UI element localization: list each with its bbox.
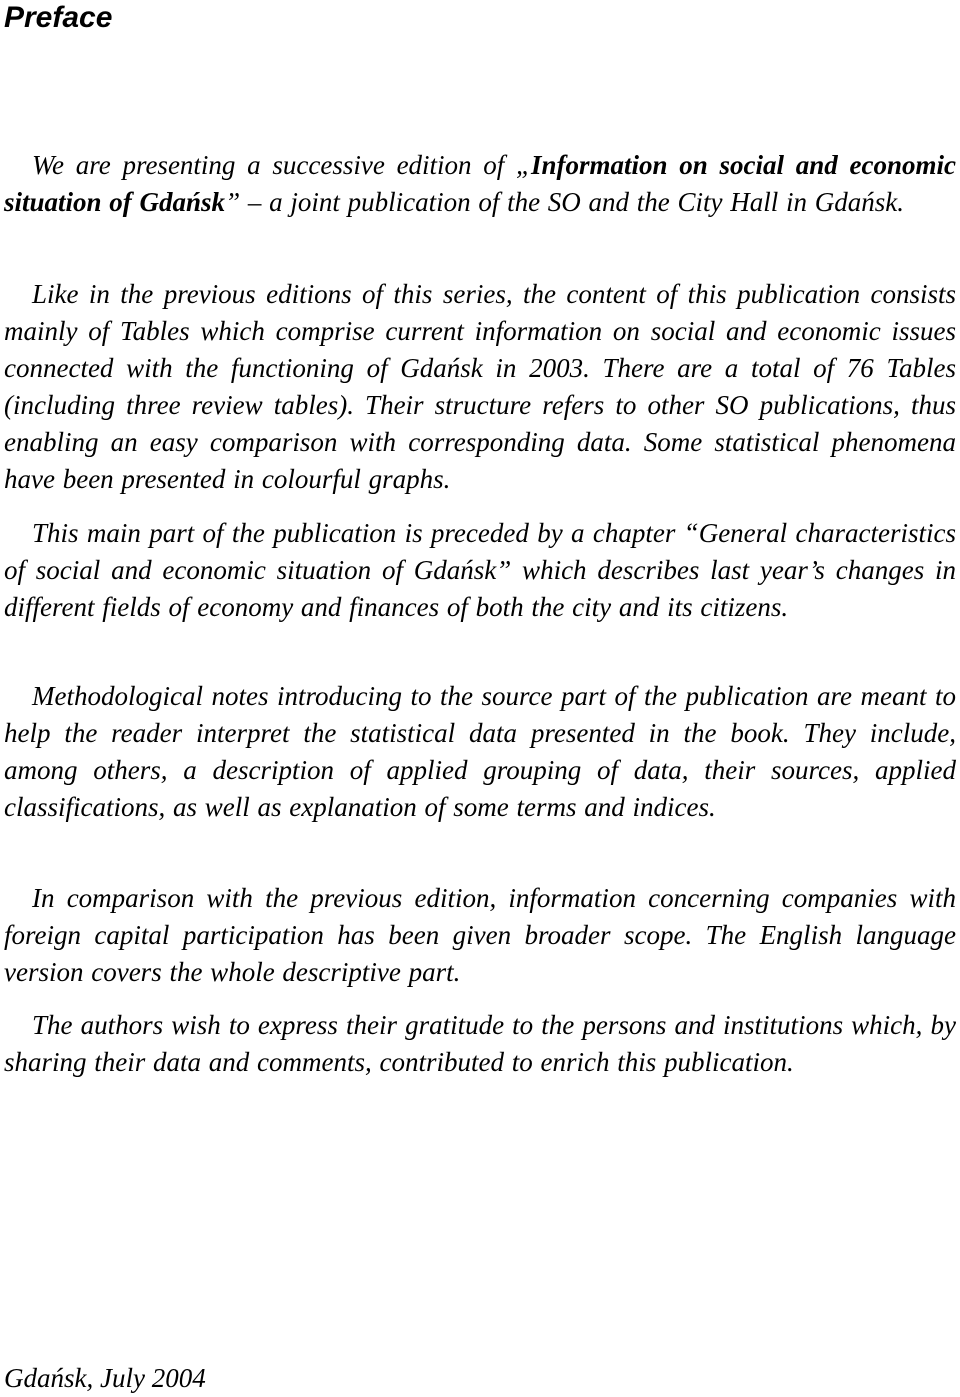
paragraph-2-text: Like in the previous editions of this series, the content of this publication consists mainly of Tables which comprise current information on social and economic issues connected with the functioning of Gdańsk in 2003. There are a total of 76 Tables (including three review tables). Their structure refers to other SO publications, thus enabling an easy comparison with corresponding data. Some statistical phenomena have been presented in colourful graphs. (4, 279, 956, 494)
publication-title: Information on social and economic situation of Gdańsk (4, 150, 956, 217)
paragraph-3-text: This main part of the publication is preceded by a chapter “General characteristics of social and economic situation of Gdańsk” which describes last year’s changes in different fields of economy and finances of both the city and its citizens. (4, 518, 956, 622)
paragraph-1-outro: ” – a joint publication of the SO and the City Hall in Gdańsk. (225, 187, 905, 217)
signoff-place-date: Gdańsk, July 2004 (4, 1363, 206, 1393)
paragraph-1-intro: We are presenting a successive edition of „ (32, 150, 532, 180)
preface-paragraph-5 (4, 880, 956, 991)
preface-paragraph-1 (4, 147, 956, 221)
preface-paragraph-2 (4, 276, 956, 498)
preface-paragraph-6 (4, 1007, 956, 1081)
preface-paragraph-3 (4, 515, 956, 626)
preface-paragraph-4 (4, 678, 956, 826)
paragraph-4-text: Methodological notes introducing to the source part of the publication are meant to help the reader interpret the statistical data presented in the book. They include, among others, a description of applied grouping of data, their sources, applied classifications, as well as explanation of some terms and indices. (4, 681, 956, 822)
paragraph-6-text: The authors wish to express their gratitude to the persons and institutions which, by sharing their data and comments, contributed to enrich this publication. (4, 1010, 956, 1077)
paragraph-5-text: In comparison with the previous edition, information concerning companies with foreign capital participation has been given broader scope. The English language version covers the whole descriptive part. (4, 883, 956, 987)
paragraph-1-text (4, 147, 956, 221)
page-heading: Preface (4, 1, 113, 34)
